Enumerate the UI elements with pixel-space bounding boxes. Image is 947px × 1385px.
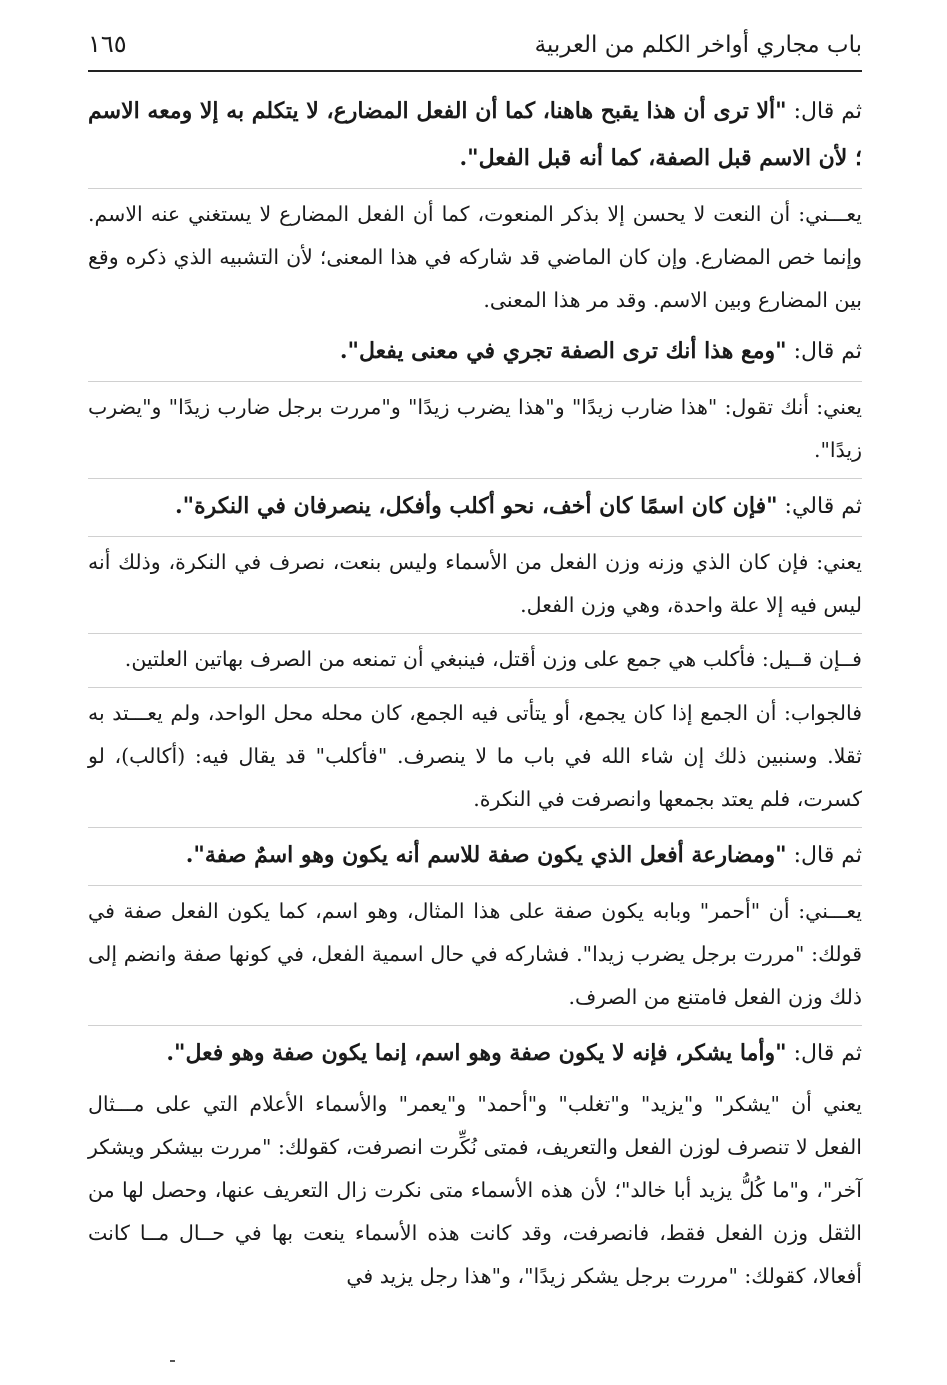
quote-paragraph [88,88,862,182]
quote-paragraph [88,483,862,530]
divider [88,633,862,634]
commentary-paragraph: فالجواب: أن الجمع إذا كان يجمع، أو يتأتى فيه الجمع، كان محله محل الواحد، ولم يعـــتد به ثقلا. وسنبين ذلك إن شاء الله في باب ما لا ينصرف. "فأكلب" قد يقال فيه: (أكالب)، لو كسرت، فلم يعتد بجمعها وانصرفت في النكرة. [88,701,862,811]
divider [88,827,862,828]
quote-intro: ثم قال: [786,843,862,868]
divider [88,536,862,537]
quote-paragraph [88,832,862,879]
quote-intro: ثم قال: [786,339,862,364]
commentary-paragraph: يعـــني: أن النعت لا يحسن إلا بذكر المنعوت، كما أن الفعل المضارع لا يستغني عنه الاسم. وإنما خص المضارع. وإن كان الماضي قد شاركه في هذا المعنى؛ لأن التشبيه الذي ذكره وقع بين المضارع وبين الاسم. وقد مر هذا المعنى. [88,202,862,312]
body-text [88,88,862,1298]
commentary-paragraph: يعني أن "يشكر" و"يزيد" و"تغلب" و"أحمد" و"يعمر" والأسماء الأعلام التي على مـــثال الفعل لا تنصرف لوزن الفعل والتعريف، فمتى نُكِّرت انصرفت، كقولك: "مررت بيشكر ويشكر آخر"، و"ما كُلُّ يزيد أبا خالد"؛ لأن هذه الأسماء متى نكرت زال التعريف عنها، وحصل لها من الثقل وزن الفعل فقط، فانصرفت، وقد كانت هذه الأسماء ينعت بها في حــال مــا كانت أفعالا، كقولك: "مررت برجل يشكر زيدًا"، و"هذا رجل يزيد في [88,1092,862,1288]
divider [88,381,862,382]
page-header [88,22,862,72]
divider [88,885,862,886]
divider [88,687,862,688]
commentary-paragraph: يعني: فإن كان الذي وزنه وزن الفعل من الأسماء وليس بنعت، نصرف في النكرة، وذلك أنه ليس فيه إلا علة واحدة، وهي وزن الفعل. [88,550,862,617]
quote-intro: ثم قال: [786,1041,862,1066]
quote-paragraph [88,328,862,375]
quote-text: "فإن كان اسمًا كان أخف، نحو أكلب وأفكل، ينصرفان في النكرة". [174,493,778,519]
quote-text: "ومضارعة أفعل الذي يكون صفة للاسم أنه يكون وهو اسمٌ صفة". [185,842,787,868]
commentary-paragraph: يعـــني: أن "أحمر" وبابه يكون صفة على هذا المثال، وهو اسم، كما يكون الفعل صفة في قولك: "مررت برجل يضرب زيدا". فشاركه في حال اسمية الفعل، في كونها صفة وانضم إلى ذلك وزن الفعل فامتنع من الصرف. [88,899,862,1009]
running-title: باب مجاري أواخر الكلم من العربية [534,32,862,58]
divider [88,478,862,479]
page-number: ١٦٥ [88,30,127,58]
quote-text: "وأما يشكر، فإنه لا يكون صفة وهو اسم، إنما يكون صفة وهو فعل". [166,1040,787,1066]
quote-intro: ثم قال: [786,99,862,124]
quote-intro: ثم قالي: [777,494,862,519]
divider [88,188,862,189]
commentary-paragraph: فــإن قــيل: فأكلب هي جمع على وزن أقتل، فينبغي أن تمنعه من الصرف بهاتين العلتين. [124,647,862,671]
quote-text: "ألا ترى أن هذا يقبح هاهنا، كما أن الفعل المضارع، لا يتكلم به إلا ومعه الاسم ؛ لأن الاسم قبل الصفة، كما أنه قبل الفعل". [88,98,862,171]
quote-paragraph [88,1030,862,1077]
footer-mark [170,1360,175,1362]
commentary-paragraph: يعني: أنك تقول: "هذا ضارب زيدًا" و"هذا يضرب زيدًا" و"مررت برجل ضارب زيدًا" و"يضرب زيدًا". [88,395,862,462]
quote-text: "ومع هذا أنك ترى الصفة تجري في معنى يفعل". [339,338,787,364]
divider [88,1025,862,1026]
